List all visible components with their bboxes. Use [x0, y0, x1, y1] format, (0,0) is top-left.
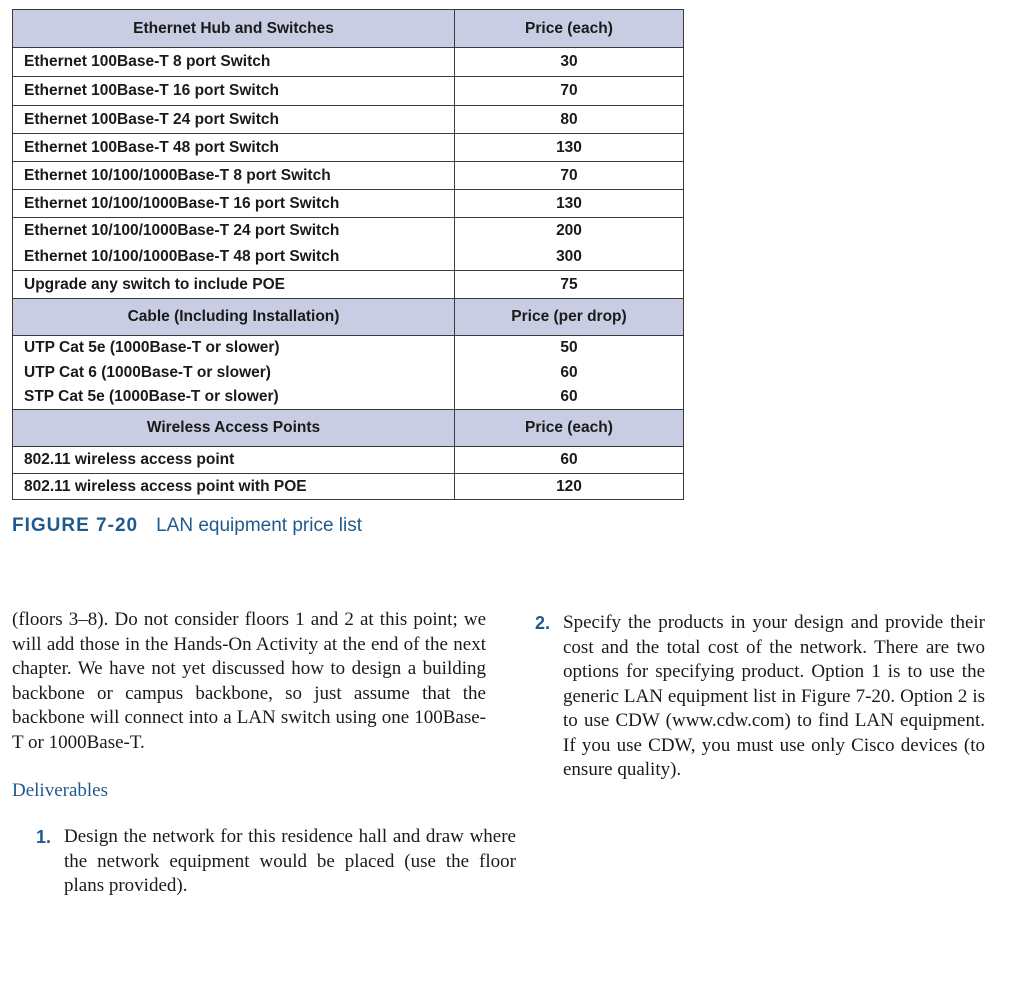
item-name: STP Cat 5e (1000Base-T or slower) [13, 385, 455, 410]
item-name: Ethernet 100Base-T 24 port Switch [13, 106, 455, 134]
item-name: Ethernet 100Base-T 16 port Switch [13, 77, 455, 106]
table-row [13, 245, 684, 271]
item-text: Specify the products in your design and provide their cost and the total cost of the network. There are two options for specifying product. Option 1 is to use the generic LAN equipment list in Figure 7-20. Option 2 is to use CDW (www.cdw.com) to find LAN equipment. If you use CDW, you must use only Cisco devices (to ensure quality). [563, 612, 985, 780]
header-cell-price: Price (per drop) [455, 299, 684, 336]
table-row [13, 218, 684, 245]
table-row [13, 336, 684, 361]
item-price: 50 [455, 336, 684, 361]
table-row [13, 48, 684, 77]
item-name: UTP Cat 5e (1000Base-T or slower) [13, 336, 455, 361]
item-price: 120 [455, 474, 684, 500]
deliverables-heading: Deliverables [12, 780, 109, 801]
header-cell-item: Wireless Access Points [13, 410, 455, 447]
item-price: 30 [455, 48, 684, 77]
table-row [13, 385, 684, 410]
table-row [13, 134, 684, 162]
table-header-wireless [13, 410, 684, 447]
item-price: 60 [455, 385, 684, 410]
item-name: 802.11 wireless access point [13, 447, 455, 474]
item-price: 70 [455, 77, 684, 106]
item-price: 300 [455, 245, 684, 271]
header-cell-price: Price (each) [455, 410, 684, 447]
item-name: Upgrade any switch to include POE [13, 271, 455, 299]
item-name: Ethernet 10/100/1000Base-T 24 port Switch [13, 218, 455, 245]
item-price: 80 [455, 106, 684, 134]
item-price: 130 [455, 134, 684, 162]
left-column [12, 608, 486, 755]
figure-title: LAN equipment price list [156, 515, 363, 536]
figure-caption [12, 515, 362, 537]
body-paragraph: (floors 3–8). Do not consider floors 1 and 2 at this point; we will add those in the Hands-On Activity at the end of the next chapter. We have not yet discussed how to design a building backbone or campus backbone, so just assume that the backbone will connect into a LAN switch using one 100Base-T or 1000Base-T. [12, 609, 486, 753]
table-row [13, 190, 684, 218]
right-column [535, 611, 985, 783]
table-row [13, 106, 684, 134]
item-price: 60 [455, 361, 684, 385]
item-price: 75 [455, 271, 684, 299]
deliverable-item-1 [36, 825, 516, 899]
item-price: 70 [455, 162, 684, 190]
deliverable-item-2 [535, 611, 985, 783]
header-cell-item: Ethernet Hub and Switches [13, 10, 455, 48]
item-name: Ethernet 10/100/1000Base-T 16 port Switch [13, 190, 455, 218]
table-row [13, 447, 684, 474]
item-price: 200 [455, 218, 684, 245]
table-header-switches [13, 10, 684, 48]
table-row [13, 474, 684, 500]
header-cell-price: Price (each) [455, 10, 684, 48]
item-name: Ethernet 10/100/1000Base-T 48 port Switch [13, 245, 455, 271]
item-name: 802.11 wireless access point with POE [13, 474, 455, 500]
item-name: Ethernet 100Base-T 8 port Switch [13, 48, 455, 77]
table-row [13, 361, 684, 385]
figure-label: FIGURE 7-20 [12, 515, 139, 536]
item-name: Ethernet 10/100/1000Base-T 8 port Switch [13, 162, 455, 190]
item-price: 130 [455, 190, 684, 218]
item-number: 1. [36, 827, 52, 847]
header-cell-item: Cable (Including Installation) [13, 299, 455, 336]
item-text: Design the network for this residence hall and draw where the network equipment would be placed (use the floor plans provided). [64, 826, 516, 896]
item-name: UTP Cat 6 (1000Base-T or slower) [13, 361, 455, 385]
table-row [13, 77, 684, 106]
price-table [12, 9, 684, 500]
table-row [13, 271, 684, 299]
item-name: Ethernet 100Base-T 48 port Switch [13, 134, 455, 162]
item-number: 2. [535, 613, 551, 633]
table-row [13, 162, 684, 190]
table-header-cable [13, 299, 684, 336]
item-price: 60 [455, 447, 684, 474]
